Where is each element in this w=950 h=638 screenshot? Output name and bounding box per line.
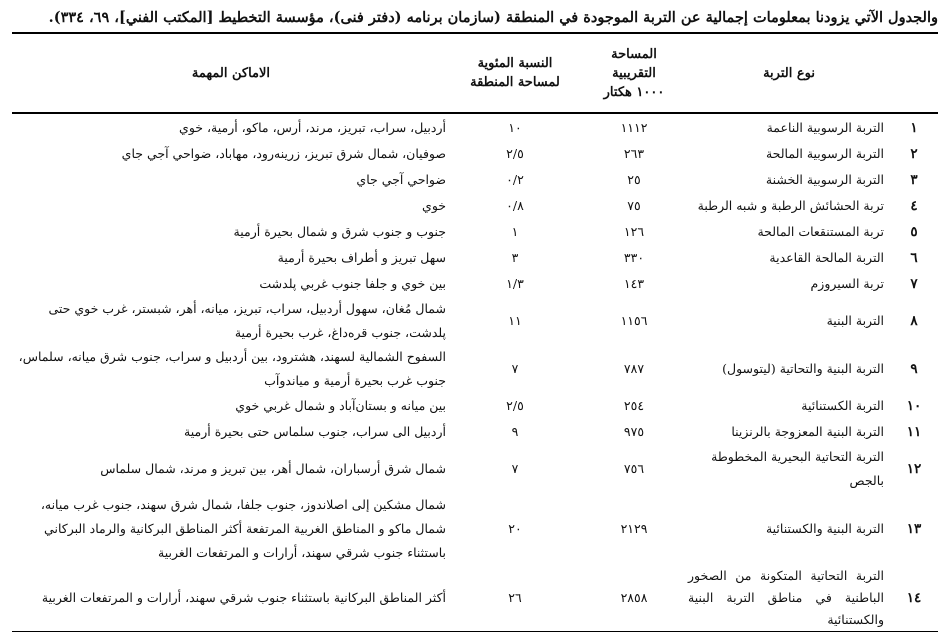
places-line: شمال ماكو و المناطق الغربية المرتفعة أكثر المناطق البركانية والرماد البركاني bbox=[44, 521, 446, 536]
table-row bbox=[12, 113, 938, 141]
percentage-cell: ٣ bbox=[511, 250, 519, 265]
soil-type-cell: التربة البنية والتحاتية (ليتوسول) bbox=[722, 361, 884, 376]
places-line: جنوب و جنوب شرق و شمال بحيرة أرمية bbox=[233, 224, 446, 239]
percentage-cell: ٢/٥ bbox=[506, 398, 524, 413]
soil-type-cell: التربة التحاتية البحيرية المخطوطة بالجص bbox=[711, 449, 884, 488]
places-line: أردبيل، سراب، تبريز، مرند، أرس، ماكو، أرمية، خوي bbox=[179, 119, 446, 135]
header-soil-type bbox=[688, 33, 890, 113]
area-cell: ٢٥ bbox=[627, 172, 641, 187]
table-row bbox=[12, 297, 938, 345]
percentage-cell: ٢/٥ bbox=[506, 146, 524, 161]
header-area-line1: المساحة bbox=[611, 46, 657, 62]
header-pct-line1: النسبة المئوية bbox=[477, 56, 553, 71]
table-row bbox=[12, 445, 938, 493]
area-cell: ٧٨٧ bbox=[623, 361, 645, 376]
percentage-cell: ١١ bbox=[508, 313, 522, 328]
header-area-line2: التقريبية bbox=[612, 65, 656, 81]
soil-type-cell: التربة البنية المعزوجة بالرنزينا bbox=[731, 424, 884, 439]
table-row bbox=[12, 493, 938, 565]
soil-type-cell: التربة الرسوبية المالحة bbox=[765, 146, 884, 161]
places-cell bbox=[12, 245, 450, 271]
area-cell: ٢٨٥٨ bbox=[580, 565, 688, 632]
soil-type-cell: التربة التحاتية المتكونة من الصخور الباطنية في مناطق التربة البنية والكستنائية bbox=[688, 565, 890, 632]
header-places-label: الاماكن المهمة bbox=[191, 65, 271, 81]
places-cell bbox=[12, 193, 450, 219]
table-row bbox=[12, 393, 938, 419]
soil-type-cell: التربة البنية bbox=[826, 313, 884, 328]
percentage-cell: ٢٦ bbox=[450, 565, 580, 632]
header-area-line3: ١٠٠٠ هكتار bbox=[603, 84, 665, 100]
soil-type-cell: التربة الرسوبية الخشنة bbox=[765, 172, 884, 187]
row-number: ١ bbox=[910, 119, 918, 136]
row-number: ٧ bbox=[910, 276, 918, 292]
soil-type-cell: التربة البنية والكستنائية bbox=[765, 521, 884, 536]
places-cell bbox=[12, 141, 450, 167]
table-row bbox=[12, 565, 938, 632]
header-percentage bbox=[450, 33, 580, 113]
row-number: ١٢ bbox=[906, 461, 922, 477]
places-line: شمال مشكين إلى اصلاندوز، جنوب جلفا، شمال شرق سهند، جنوب غرب ميانه، bbox=[40, 497, 446, 512]
places-cell bbox=[12, 113, 450, 141]
row-number: ٥ bbox=[910, 224, 918, 240]
table-body bbox=[12, 113, 938, 632]
places-cell bbox=[12, 493, 450, 565]
soil-type-cell: تربة المستنقعات المالحة bbox=[757, 224, 884, 239]
area-cell: ٢٥٤ bbox=[623, 398, 645, 413]
percentage-cell: ٠/٢ bbox=[506, 172, 524, 187]
percentage-cell: ٧ bbox=[511, 461, 519, 476]
places-cell bbox=[12, 419, 450, 445]
places-line: صوفيان، شمال شرق تبريز، زرينه‌رود، مهاباد، ضواحي آجي جاي bbox=[121, 146, 446, 161]
places-line: السفوح الشمالية لسهند، هشترود، بين أردبيل و سراب، جنوب شرق ميانه، سلماس، bbox=[18, 349, 446, 364]
table-row bbox=[12, 419, 938, 445]
places-cell bbox=[12, 565, 450, 632]
table-row bbox=[12, 141, 938, 167]
area-cell: ١٢٦ bbox=[623, 224, 645, 239]
area-cell: ٢١٢٩ bbox=[620, 521, 648, 536]
table-row bbox=[12, 345, 938, 393]
row-number: ٩ bbox=[910, 361, 918, 377]
soil-table bbox=[12, 32, 938, 632]
area-cell: ١١٥٦ bbox=[620, 313, 648, 328]
places-line: جنوب غرب بحيرة أرمية و مياندوآب bbox=[264, 373, 446, 388]
row-number: ٣ bbox=[910, 172, 918, 188]
places-cell bbox=[12, 345, 450, 393]
header-soil-type-label: نوع التربة bbox=[763, 65, 815, 81]
area-cell: ٣٣٠ bbox=[623, 250, 645, 265]
percentage-cell: ٩ bbox=[511, 424, 519, 439]
soil-type-cell: التربة الرسوبية الناعمة bbox=[766, 119, 884, 135]
area-cell: ٩٧٥ bbox=[623, 424, 645, 439]
header-num bbox=[890, 33, 938, 113]
table-row bbox=[12, 193, 938, 219]
table-header-row bbox=[12, 33, 938, 113]
table-row bbox=[12, 245, 938, 271]
places-line: ضواحي آجي جاي bbox=[356, 172, 446, 187]
soil-type-cell: تربة السيروزم bbox=[810, 276, 884, 291]
places-cell bbox=[12, 167, 450, 193]
places-line: شمال مُغان، سهول أردبيل، سراب، تبريز، ميانه، أهر، شبستر، غرب خوي حتى bbox=[48, 301, 446, 316]
row-number: ١٠ bbox=[906, 398, 922, 414]
table-caption: والجدول الآتي يزودنا بمعلومات إجمالية عن التربة الموجودة في المنطقة (سازمان برنامه (دفتر فنی)، مؤسسة التخطيط [المكتب الفني]، ٦٩، ٣٣٤). bbox=[48, 9, 938, 26]
places-cell bbox=[12, 297, 450, 345]
row-number: ١١ bbox=[906, 424, 922, 440]
soil-type-cell: التربة المالحة القاعدية bbox=[769, 250, 884, 265]
header-pct-line2: لمساحة المنطقة bbox=[470, 75, 560, 90]
places-line: بين خوي و جلفا جنوب غربي پلدشت bbox=[259, 276, 446, 291]
places-line: پلدشت، جنوب قره‌داغ، غرب بحيرة أرمية bbox=[234, 325, 446, 340]
places-cell bbox=[12, 393, 450, 419]
header-area bbox=[580, 33, 688, 113]
places-line: شمال شرق أرسباران، شمال أهر، بين تبريز و مرند، شمال سلماس bbox=[100, 461, 446, 476]
table-row bbox=[12, 271, 938, 297]
table-row bbox=[12, 167, 938, 193]
area-cell: ١٤٣ bbox=[623, 276, 645, 291]
area-cell: ٢٦٣ bbox=[623, 146, 645, 161]
header-places bbox=[12, 33, 450, 113]
row-number: ٤ bbox=[910, 198, 918, 214]
places-line: أكثر المناطق البركانية باستثناء جنوب شرقي سهند، أرارات و المرتفعات الغربية bbox=[41, 590, 446, 605]
percentage-cell: ٠/٨ bbox=[506, 198, 524, 213]
places-line: بين ميانه و بستان‌آباد و شمال غربي خوي bbox=[235, 398, 446, 413]
places-line: باستثناء جنوب شرقي سهند، أرارات و المرتفعات الغربية bbox=[158, 545, 446, 560]
places-cell bbox=[12, 219, 450, 245]
area-cell: ١١١٢ bbox=[620, 119, 648, 135]
area-cell: ٧٥٦ bbox=[623, 461, 645, 476]
percentage-cell: ١٠ bbox=[508, 119, 522, 135]
row-number: ٦ bbox=[910, 250, 918, 266]
percentage-cell: ٧ bbox=[511, 361, 519, 376]
places-line: خوي bbox=[422, 198, 446, 213]
soil-type-cell: تربة الحشائش الرطبة و شبه الرطبة bbox=[697, 198, 884, 213]
row-number: ١٤ bbox=[890, 565, 938, 632]
percentage-cell: ١/٣ bbox=[506, 276, 524, 291]
places-cell bbox=[12, 445, 450, 493]
soil-type-cell: التربة الكستنائية bbox=[801, 398, 884, 413]
table-row bbox=[12, 219, 938, 245]
places-line: أردبيل الى سراب، جنوب سلماس حتى بحيرة أرمية bbox=[184, 424, 446, 439]
row-number: ٨ bbox=[910, 313, 918, 329]
percentage-cell: ١ bbox=[511, 224, 519, 239]
places-cell bbox=[12, 271, 450, 297]
row-number: ١٣ bbox=[906, 521, 922, 537]
area-cell: ٧٥ bbox=[627, 198, 641, 213]
row-number: ٢ bbox=[910, 146, 918, 162]
places-line: سهل تبريز و أطراف بحيرة أرمية bbox=[277, 250, 446, 265]
percentage-cell: ٢٠ bbox=[508, 521, 522, 536]
